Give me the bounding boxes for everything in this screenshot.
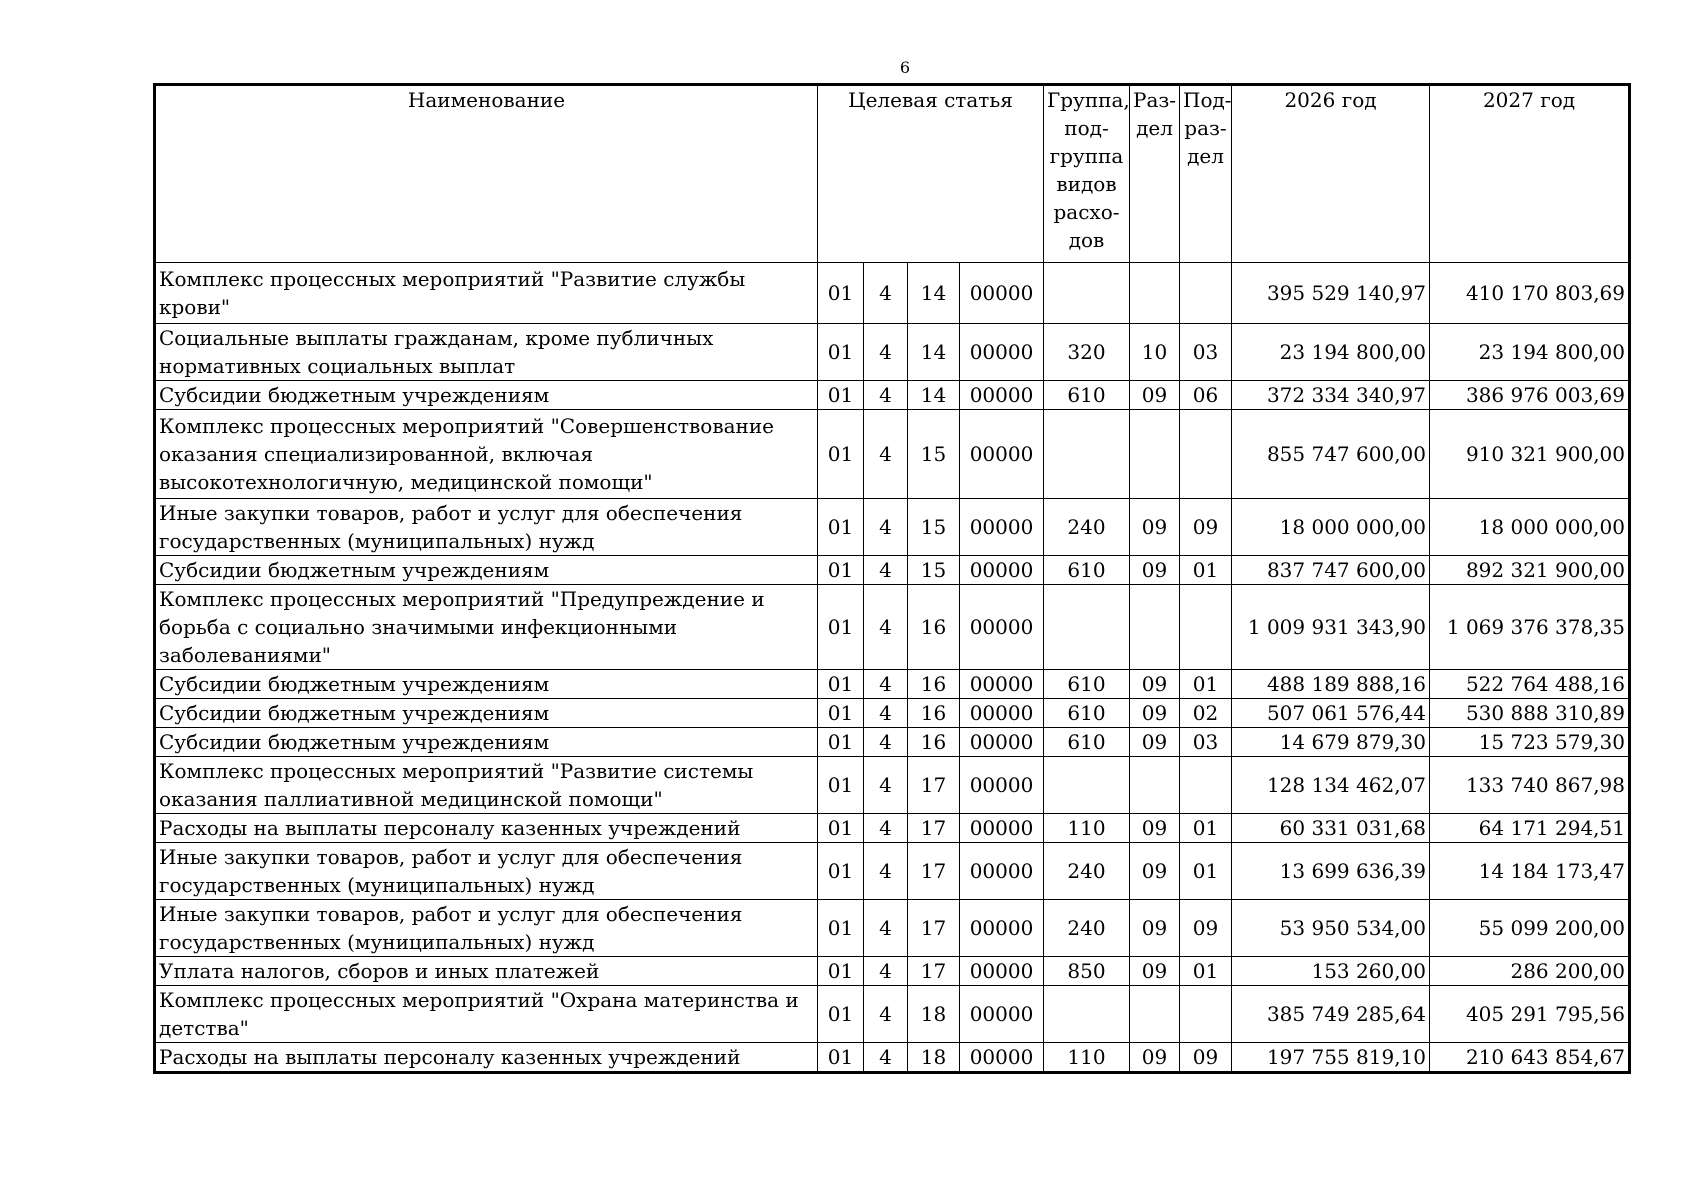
cell-target-subprogram: 17	[908, 957, 960, 986]
cell-target-program: 01	[818, 957, 864, 986]
cell-amount-2027: 18 000 000,00	[1430, 499, 1630, 556]
cell-target-type: 4	[864, 263, 908, 324]
cell-amount-2026: 53 950 534,00	[1232, 900, 1430, 957]
cell-amount-2027: 530 888 310,89	[1430, 699, 1630, 728]
cell-subsection: 03	[1180, 324, 1232, 381]
cell-target-subprogram: 14	[908, 381, 960, 410]
cell-target-type: 4	[864, 324, 908, 381]
table-row	[155, 757, 1630, 814]
cell-amount-2027: 1 069 376 378,35	[1430, 585, 1630, 670]
cell-target-program: 01	[818, 757, 864, 814]
cell-target-type: 4	[864, 1043, 908, 1073]
cell-name: Субсидии бюджетным учреждениям	[155, 728, 818, 757]
cell-amount-2027: 15 723 579,30	[1430, 728, 1630, 757]
page-number: 6	[899, 58, 911, 77]
cell-target-direction: 00000	[960, 699, 1044, 728]
cell-target-program: 01	[818, 814, 864, 843]
cell-amount-2027: 14 184 173,47	[1430, 843, 1630, 900]
cell-expense-group: 850	[1044, 957, 1130, 986]
cell-target-direction: 00000	[960, 757, 1044, 814]
cell-target-subprogram: 16	[908, 585, 960, 670]
cell-section: 09	[1130, 699, 1180, 728]
cell-amount-2027: 133 740 867,98	[1430, 757, 1630, 814]
cell-amount-2026: 837 747 600,00	[1232, 556, 1430, 585]
cell-target-direction: 00000	[960, 957, 1044, 986]
cell-target-program: 01	[818, 585, 864, 670]
cell-target-program: 01	[818, 263, 864, 324]
cell-subsection: 01	[1180, 556, 1232, 585]
cell-subsection: 01	[1180, 843, 1232, 900]
cell-section	[1130, 263, 1180, 324]
cell-amount-2027: 410 170 803,69	[1430, 263, 1630, 324]
cell-target-type: 4	[864, 728, 908, 757]
cell-subsection: 03	[1180, 728, 1232, 757]
cell-section: 09	[1130, 957, 1180, 986]
cell-section: 10	[1130, 324, 1180, 381]
cell-name: Комплекс процессных мероприятий "Совершенствование оказания специализированной, включая высокотехнологичную, медицинской помощи"	[155, 410, 818, 499]
table-row	[155, 1043, 1630, 1073]
cell-amount-2026: 128 134 462,07	[1232, 757, 1430, 814]
cell-name: Уплата налогов, сборов и иных платежей	[155, 957, 818, 986]
cell-target-subprogram: 18	[908, 986, 960, 1043]
cell-amount-2027: 910 321 900,00	[1430, 410, 1630, 499]
cell-subsection	[1180, 410, 1232, 499]
cell-expense-group: 110	[1044, 814, 1130, 843]
cell-target-program: 01	[818, 986, 864, 1043]
cell-amount-2026: 60 331 031,68	[1232, 814, 1430, 843]
table-row	[155, 699, 1630, 728]
cell-section	[1130, 757, 1180, 814]
cell-subsection	[1180, 757, 1232, 814]
cell-target-subprogram: 16	[908, 670, 960, 699]
cell-expense-group: 240	[1044, 843, 1130, 900]
cell-expense-group: 610	[1044, 381, 1130, 410]
cell-target-program: 01	[818, 381, 864, 410]
cell-target-direction: 00000	[960, 381, 1044, 410]
header-section: Раз-дел	[1130, 85, 1180, 263]
header-year-2026: 2026 год	[1232, 85, 1430, 263]
cell-section: 09	[1130, 556, 1180, 585]
cell-target-type: 4	[864, 699, 908, 728]
cell-target-type: 4	[864, 410, 908, 499]
cell-name: Субсидии бюджетным учреждениям	[155, 699, 818, 728]
cell-expense-group: 610	[1044, 728, 1130, 757]
cell-target-program: 01	[818, 410, 864, 499]
header-target: Целевая статья	[818, 85, 1044, 263]
cell-section: 09	[1130, 381, 1180, 410]
cell-target-direction: 00000	[960, 843, 1044, 900]
cell-section	[1130, 410, 1180, 499]
header-group: Группа, под-группа видов расхо-дов	[1044, 85, 1130, 263]
cell-name: Иные закупки товаров, работ и услуг для обеспечения государственных (муниципальных) нужд	[155, 843, 818, 900]
cell-section: 09	[1130, 900, 1180, 957]
cell-amount-2026: 372 334 340,97	[1232, 381, 1430, 410]
cell-subsection	[1180, 263, 1232, 324]
header-year-2027: 2027 год	[1430, 85, 1630, 263]
table-row	[155, 728, 1630, 757]
table-row	[155, 410, 1630, 499]
cell-amount-2027: 64 171 294,51	[1430, 814, 1630, 843]
cell-subsection: 02	[1180, 699, 1232, 728]
cell-target-subprogram: 15	[908, 499, 960, 556]
cell-amount-2026: 153 260,00	[1232, 957, 1430, 986]
cell-target-subprogram: 17	[908, 843, 960, 900]
cell-expense-group	[1044, 585, 1130, 670]
header-row	[155, 85, 1630, 263]
cell-amount-2026: 23 194 800,00	[1232, 324, 1430, 381]
cell-target-direction: 00000	[960, 585, 1044, 670]
cell-target-subprogram: 16	[908, 699, 960, 728]
cell-target-direction: 00000	[960, 814, 1044, 843]
cell-expense-group	[1044, 263, 1130, 324]
cell-target-program: 01	[818, 670, 864, 699]
cell-target-subprogram: 16	[908, 728, 960, 757]
cell-target-direction: 00000	[960, 263, 1044, 324]
table-row	[155, 381, 1630, 410]
cell-section	[1130, 585, 1180, 670]
cell-target-direction: 00000	[960, 986, 1044, 1043]
table-row	[155, 585, 1630, 670]
cell-name: Иные закупки товаров, работ и услуг для обеспечения государственных (муниципальных) нужд	[155, 499, 818, 556]
cell-amount-2026: 385 749 285,64	[1232, 986, 1430, 1043]
cell-target-type: 4	[864, 757, 908, 814]
cell-name: Расходы на выплаты персоналу казенных учреждений	[155, 1043, 818, 1073]
cell-subsection: 09	[1180, 499, 1232, 556]
header-name: Наименование	[155, 85, 818, 263]
cell-target-subprogram: 17	[908, 757, 960, 814]
cell-target-direction: 00000	[960, 1043, 1044, 1073]
table-row	[155, 814, 1630, 843]
cell-target-type: 4	[864, 381, 908, 410]
cell-target-subprogram: 14	[908, 324, 960, 381]
cell-target-direction: 00000	[960, 556, 1044, 585]
cell-amount-2027: 210 643 854,67	[1430, 1043, 1630, 1073]
cell-amount-2027: 23 194 800,00	[1430, 324, 1630, 381]
cell-amount-2027: 522 764 488,16	[1430, 670, 1630, 699]
table-row	[155, 957, 1630, 986]
cell-target-program: 01	[818, 324, 864, 381]
cell-target-type: 4	[864, 957, 908, 986]
cell-name: Комплекс процессных мероприятий "Развитие системы оказания паллиативной медицинской помощи"	[155, 757, 818, 814]
cell-section: 09	[1130, 843, 1180, 900]
table-row	[155, 900, 1630, 957]
cell-expense-group: 320	[1044, 324, 1130, 381]
cell-expense-group	[1044, 410, 1130, 499]
cell-name: Социальные выплаты гражданам, кроме публичных нормативных социальных выплат	[155, 324, 818, 381]
cell-amount-2026: 14 679 879,30	[1232, 728, 1430, 757]
cell-name: Иные закупки товаров, работ и услуг для обеспечения государственных (муниципальных) нужд	[155, 900, 818, 957]
cell-expense-group: 610	[1044, 699, 1130, 728]
cell-target-type: 4	[864, 670, 908, 699]
cell-section: 09	[1130, 1043, 1180, 1073]
cell-section: 09	[1130, 728, 1180, 757]
cell-target-direction: 00000	[960, 324, 1044, 381]
cell-target-program: 01	[818, 556, 864, 585]
cell-amount-2027: 405 291 795,56	[1430, 986, 1630, 1043]
cell-subsection: 01	[1180, 670, 1232, 699]
cell-expense-group: 110	[1044, 1043, 1130, 1073]
cell-expense-group: 610	[1044, 670, 1130, 699]
table-row	[155, 670, 1630, 699]
cell-expense-group	[1044, 986, 1130, 1043]
cell-target-program: 01	[818, 699, 864, 728]
cell-amount-2027: 286 200,00	[1430, 957, 1630, 986]
cell-expense-group: 240	[1044, 900, 1130, 957]
cell-name: Расходы на выплаты персоналу казенных учреждений	[155, 814, 818, 843]
cell-target-subprogram: 15	[908, 556, 960, 585]
table-row	[155, 843, 1630, 900]
cell-target-subprogram: 18	[908, 1043, 960, 1073]
cell-target-subprogram: 14	[908, 263, 960, 324]
cell-amount-2026: 395 529 140,97	[1232, 263, 1430, 324]
cell-target-direction: 00000	[960, 728, 1044, 757]
cell-name: Субсидии бюджетным учреждениям	[155, 670, 818, 699]
cell-target-program: 01	[818, 499, 864, 556]
cell-target-subprogram: 17	[908, 900, 960, 957]
cell-target-subprogram: 15	[908, 410, 960, 499]
header-subsection: Под-раз-дел	[1180, 85, 1232, 263]
cell-target-type: 4	[864, 900, 908, 957]
cell-target-program: 01	[818, 1043, 864, 1073]
cell-name: Субсидии бюджетным учреждениям	[155, 556, 818, 585]
cell-amount-2026: 1 009 931 343,90	[1232, 585, 1430, 670]
cell-target-program: 01	[818, 728, 864, 757]
table-row	[155, 263, 1630, 324]
cell-expense-group: 240	[1044, 499, 1130, 556]
cell-section: 09	[1130, 814, 1180, 843]
table-row	[155, 499, 1630, 556]
cell-expense-group	[1044, 757, 1130, 814]
cell-target-subprogram: 17	[908, 814, 960, 843]
cell-target-type: 4	[864, 585, 908, 670]
cell-target-program: 01	[818, 900, 864, 957]
cell-expense-group: 610	[1044, 556, 1130, 585]
budget-table	[153, 83, 1631, 1074]
cell-name: Субсидии бюджетным учреждениям	[155, 381, 818, 410]
cell-subsection: 01	[1180, 957, 1232, 986]
cell-target-type: 4	[864, 843, 908, 900]
cell-target-type: 4	[864, 986, 908, 1043]
cell-amount-2027: 892 321 900,00	[1430, 556, 1630, 585]
cell-section: 09	[1130, 670, 1180, 699]
cell-amount-2027: 55 099 200,00	[1430, 900, 1630, 957]
cell-subsection: 01	[1180, 814, 1232, 843]
cell-name: Комплекс процессных мероприятий "Охрана материнства и детства"	[155, 986, 818, 1043]
cell-target-program: 01	[818, 843, 864, 900]
cell-subsection: 09	[1180, 1043, 1232, 1073]
cell-amount-2027: 386 976 003,69	[1430, 381, 1630, 410]
cell-target-type: 4	[864, 499, 908, 556]
cell-amount-2026: 13 699 636,39	[1232, 843, 1430, 900]
table-row	[155, 556, 1630, 585]
cell-amount-2026: 18 000 000,00	[1232, 499, 1430, 556]
cell-amount-2026: 855 747 600,00	[1232, 410, 1430, 499]
cell-subsection: 09	[1180, 900, 1232, 957]
cell-amount-2026: 197 755 819,10	[1232, 1043, 1430, 1073]
cell-target-direction: 00000	[960, 670, 1044, 699]
cell-amount-2026: 488 189 888,16	[1232, 670, 1430, 699]
cell-section: 09	[1130, 499, 1180, 556]
cell-subsection	[1180, 986, 1232, 1043]
cell-subsection	[1180, 585, 1232, 670]
cell-subsection: 06	[1180, 381, 1232, 410]
table-row	[155, 986, 1630, 1043]
table-row	[155, 324, 1630, 381]
cell-target-type: 4	[864, 814, 908, 843]
cell-target-direction: 00000	[960, 499, 1044, 556]
cell-target-direction: 00000	[960, 900, 1044, 957]
cell-amount-2026: 507 061 576,44	[1232, 699, 1430, 728]
cell-section	[1130, 986, 1180, 1043]
cell-target-direction: 00000	[960, 410, 1044, 499]
cell-name: Комплекс процессных мероприятий "Развитие службы крови"	[155, 263, 818, 324]
cell-target-type: 4	[864, 556, 908, 585]
cell-name: Комплекс процессных мероприятий "Предупреждение и борьба с социально значимыми инфекционными заболеваниями"	[155, 585, 818, 670]
